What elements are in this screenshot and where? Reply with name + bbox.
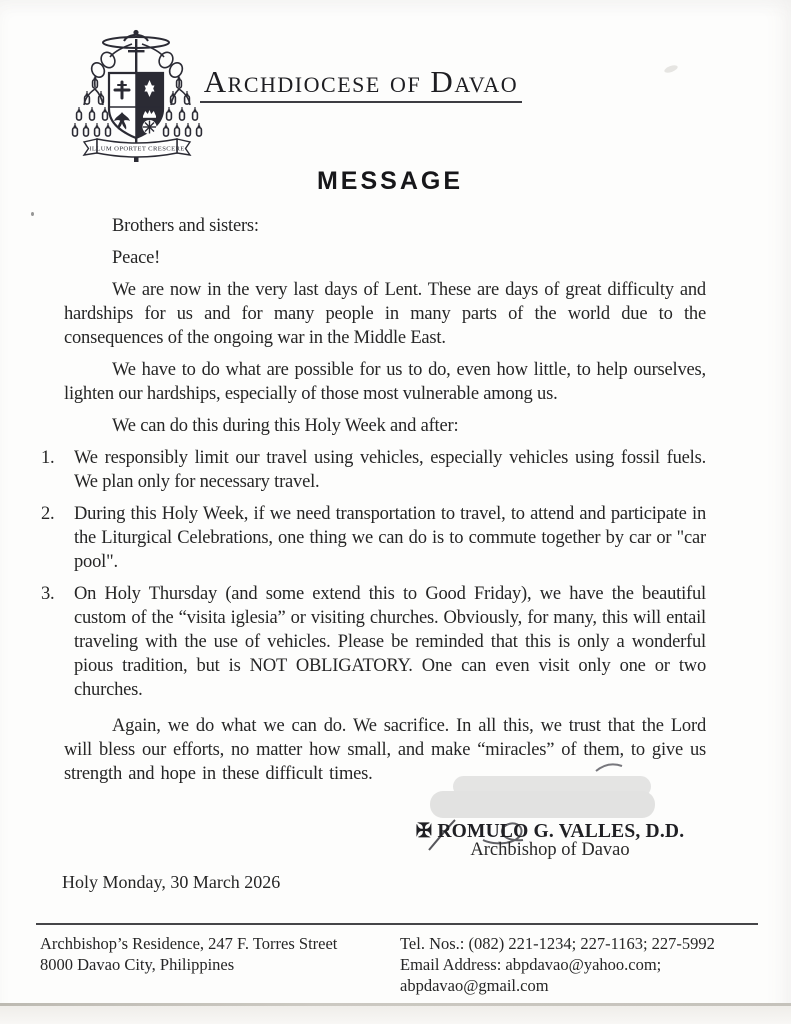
paragraph-help: We have to do what are possible for us to do, even how little, to help ourselves, lighten our hardships, especially of those most vulnerable among us. [64,360,706,404]
episcopal-cross-icon: ✠ [415,821,433,842]
signatory-name: ✠ ROMULO G. VALLES, D.D. [415,821,685,842]
list-item-1 [41,446,706,494]
list-text: On Holy Thursday (and some extend this to Good Friday), we have the beautiful custom of the “visita iglesia” or visiting churches. Obviously, for many, this will entail traveling with the use of vehicles. Please be reminded that this is only a wonderful pious tradition, but is NOT OBLIGATORY. One can even visit only one or two churches. [74,584,706,700]
signatory-title: Archbishop of Davao [470,840,630,860]
paragraph-lent: We are now in the very last days of Lent. These are days of great difficulty and hardships for us and for many people in many parts of the world due to the consequences of the ongoing war in the Middle East. [64,280,706,348]
footer-address [40,933,380,975]
footer-address-line2: 8000 Davao City, Philippines [40,955,235,974]
list-number: 3. [41,584,55,604]
list-text: During this Holy Week, if we need transportation to travel, to attend and participate in the Liturgical Celebrations, one thing we can do is to commute together by car or "car pool". [74,504,706,572]
salutation: Brothers and sisters: [112,216,259,236]
crest-shield [109,73,163,138]
greeting: Peace! [112,248,161,268]
footer-email: Email Address: abpdavao@yahoo.com; abpdavao@gmail.com [400,955,662,995]
footer-telephone: Tel. Nos.: (082) 221-1234; 227-1163; 227-5992 [400,934,715,953]
list-text: We responsibly limit our travel using vehicles, especially vehicles using fossil fuels. We plan only for necessary travel. [74,448,706,492]
footer-rule [36,923,758,925]
scan-speck [31,212,34,216]
closing-paragraph: Again, we do what we can do. We sacrifice. In all this, we trust that the Lord will bless our efforts, no matter how small, and make “miracles” of them, to give us strength and hope in these difficult times. [64,716,706,784]
action-list [41,446,706,702]
crest-motto: ILLUM OPORTET CRESCERE [89,145,185,153]
archdiocese-crest-logo [71,27,203,163]
letter-body [41,214,706,794]
footer-address-line1: Archbishop’s Residence, 247 F. Torres Street [40,934,338,953]
list-intro: We can do this during this Holy Week and after: [112,416,459,436]
list-number: 1. [41,448,55,468]
organization-name: Archdiocese of Davao [203,64,519,99]
date-line: Holy Monday, 30 March 2026 [62,872,281,892]
header-rule [200,101,522,103]
scan-smudge [663,64,678,74]
signature-stroke-peek [592,760,632,774]
list-item-3 [41,582,706,702]
list-number: 2. [41,504,55,524]
document-title: MESSAGE [316,167,464,195]
footer-contact [400,933,760,996]
list-item-2 [41,502,706,574]
scan-background [0,1006,791,1024]
